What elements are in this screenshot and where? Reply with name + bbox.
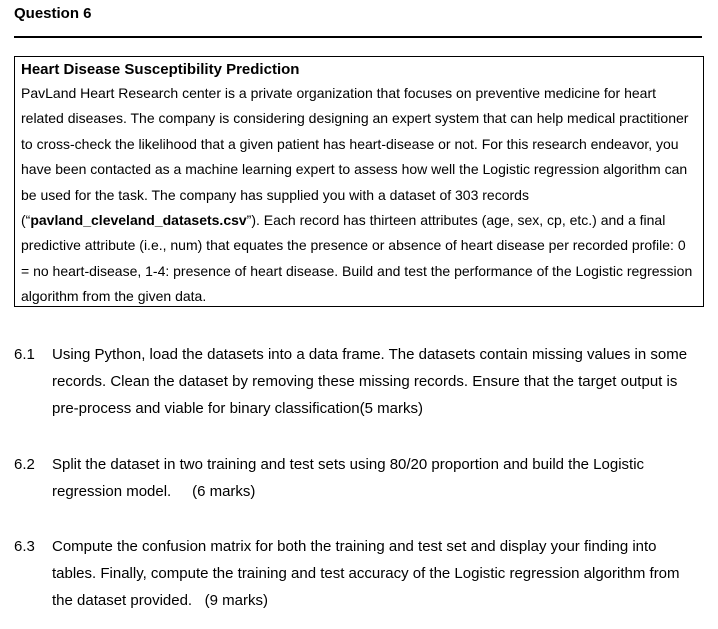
sub-question-number: 6.3 [14, 538, 35, 555]
case-study-text-end: ”). Each record has thirteen attributes (age, sex, cp, etc.) and a final predictive attribute (i.e., num) that equates the presence or absence of heart disease per recorded profile: 0 = no heart-disease, 1-4: presence of heart disease. Build and test the performance of the Logistic regression algorithm from the given data. [21, 212, 693, 305]
sub-question-text [52, 533, 704, 614]
case-study-box [14, 56, 704, 307]
sub-question-number: 6.2 [14, 456, 35, 473]
sub-question-marks: (5 marks) [359, 400, 423, 417]
question-heading: Question 6 [14, 5, 92, 22]
sub-question-text [52, 451, 704, 505]
case-study-text-start: PavLand Heart Research center is a private organization that focuses on preventive medicine for heart related diseases. The company is considering designing an expert system that can help medical practitioner to cross-check the likelihood that a given patient has heart-disease or not. For this research endeavor, you have been contacted as a machine learning expert to assess how well the Logistic regression algorithm can be used for the task. The company has supplied you with a dataset of 303 records (“ [21, 85, 689, 229]
sub-question-body: Split the dataset in two training and test sets using 80/20 proportion and build the Logistic regression model. [52, 456, 645, 500]
heading-divider [14, 36, 702, 38]
case-study-body [21, 81, 697, 310]
sub-question-number: 6.1 [14, 346, 35, 363]
sub-question-body: Compute the confusion matrix for both the training and test set and display your finding into tables. Finally, compute the training and test accuracy of the Logistic regression algorithm from the dataset provided. [52, 538, 680, 609]
sub-question-6-2 [14, 451, 704, 505]
sub-question-body: Using Python, load the datasets into a data frame. The datasets contain missing values in some records. Clean the dataset by removing these missing records. Ensure that the target output is pre-process and viable for binary classification [52, 346, 688, 417]
sub-question-marks: (9 marks) [204, 592, 268, 609]
sub-question-marks: (6 marks) [192, 483, 256, 500]
sub-question-6-1 [14, 341, 704, 422]
sub-question-6-3 [14, 533, 704, 614]
case-study-title: Heart Disease Susceptibility Prediction [21, 61, 300, 78]
dataset-filename: pavland_cleveland_datasets.csv [30, 212, 247, 229]
sub-question-text [52, 341, 704, 422]
